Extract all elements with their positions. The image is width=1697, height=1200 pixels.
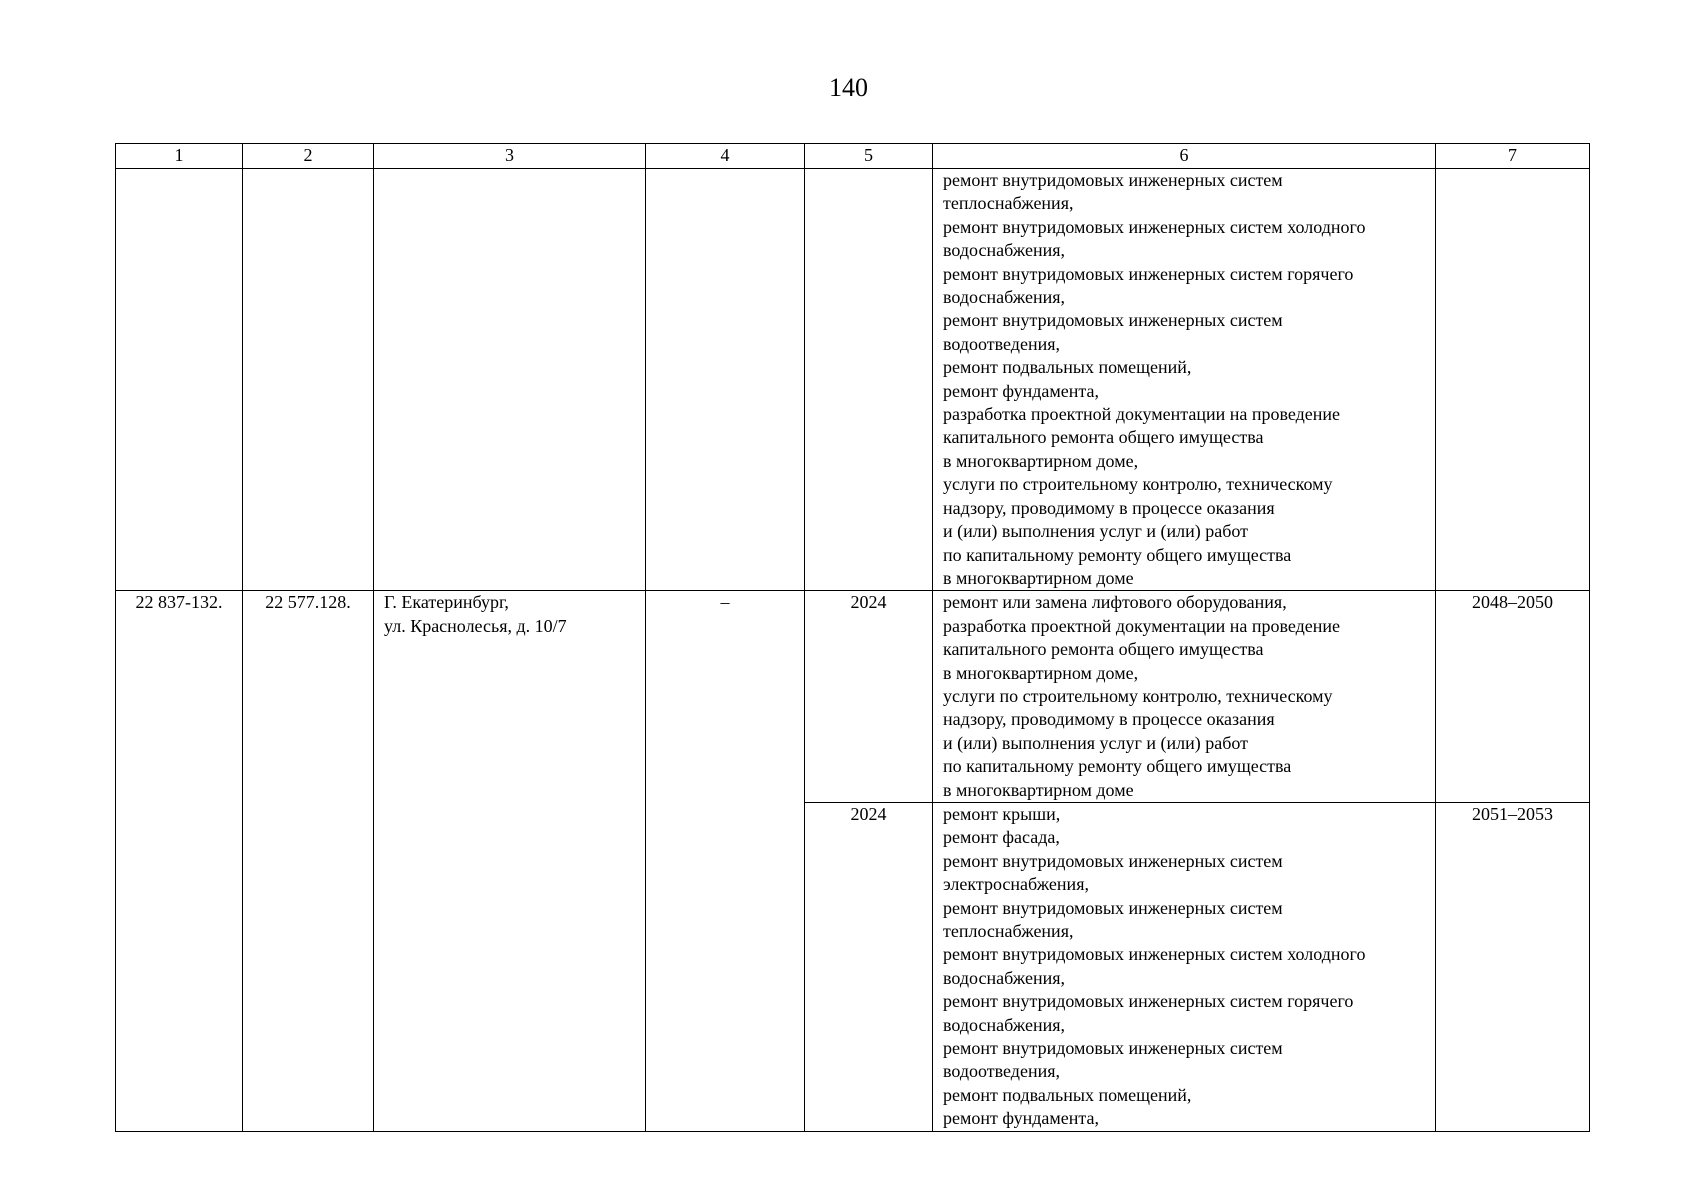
work-line: и (или) выполнения услуг и (или) работ	[943, 521, 1249, 542]
work-line: надзору, проводимому в процессе оказания	[943, 497, 1275, 518]
work-line: ремонт внутридомовых инженерных систем горячего	[943, 263, 1354, 284]
cell-empty	[646, 169, 805, 591]
work-line: водоотведения,	[943, 333, 1060, 354]
work-line: и (или) выполнения услуг и (или) работ	[943, 732, 1249, 753]
works-list	[933, 169, 1436, 591]
record-number-cell: 22 837-132.	[116, 591, 243, 1131]
work-line: ремонт подвальных помещений,	[943, 357, 1192, 378]
works-list	[933, 802, 1436, 1131]
cell-empty	[374, 169, 646, 591]
works-list	[933, 591, 1436, 803]
work-line: ремонт внутридомовых инженерных систем	[943, 897, 1283, 918]
work-line: разработка проектной документации на проведение	[943, 615, 1341, 636]
cell-empty	[1436, 169, 1590, 591]
work-line: по капитальному ремонту общего имущества	[943, 756, 1292, 777]
column-header-6: 6	[933, 144, 1436, 169]
table-row	[116, 591, 1590, 803]
work-line: водоотведения,	[943, 1061, 1060, 1082]
column-header-3: 3	[374, 144, 646, 169]
work-line: разработка проектной документации на проведение	[943, 404, 1341, 425]
column-header-5: 5	[805, 144, 933, 169]
work-line: ремонт внутридомовых инженерных систем	[943, 1038, 1283, 1059]
work-line: капитального ремонта общего имущества	[943, 427, 1264, 448]
work-line: водоснабжения,	[943, 287, 1066, 308]
page-number: 140	[829, 73, 868, 102]
work-line: ремонт крыши,	[943, 803, 1061, 824]
continuation-row	[116, 169, 1590, 591]
work-line: ремонт подвальных помещений,	[943, 1084, 1192, 1105]
work-line: услуги по строительному контролю, техническому	[943, 685, 1333, 706]
house-number-cell: 22 577.128.	[243, 591, 374, 1131]
work-line: ремонт или замена лифтового оборудования,	[943, 592, 1287, 613]
column-header-1: 1	[116, 144, 243, 169]
work-line: ремонт внутридомовых инженерных систем горячего	[943, 991, 1354, 1012]
work-line: ремонт внутридомовых инженерных систем холодного	[943, 944, 1366, 965]
cell-empty	[805, 169, 933, 591]
cell-empty	[116, 169, 243, 591]
work-line: ремонт внутридомовых инженерных систем	[943, 310, 1283, 331]
address-cell	[374, 591, 646, 1131]
work-line: водоснабжения,	[943, 1014, 1066, 1035]
work-line: ремонт внутридомовых инженерных систем	[943, 170, 1283, 190]
work-line: электроснабжения,	[943, 874, 1089, 895]
work-line: ремонт фундамента,	[943, 380, 1099, 401]
work-line: водоснабжения,	[943, 967, 1066, 988]
column-4-cell: –	[646, 591, 805, 1131]
work-schedule-table	[115, 143, 1590, 1132]
column-header-2: 2	[243, 144, 374, 169]
column-number-row	[116, 144, 1590, 169]
cell-empty	[243, 169, 374, 591]
work-line: надзору, проводимому в процессе оказания	[943, 709, 1275, 730]
work-line: водоснабжения,	[943, 240, 1066, 261]
work-line: услуги по строительному контролю, техническому	[943, 474, 1333, 495]
work-line: в многоквартирном доме	[943, 567, 1134, 588]
work-line: капитального ремонта общего имущества	[943, 639, 1264, 660]
period-cell: 2048–2050	[1436, 591, 1590, 803]
period-cell: 2051–2053	[1436, 802, 1590, 1131]
column-header-7: 7	[1436, 144, 1590, 169]
work-line: теплоснабжения,	[943, 921, 1074, 941]
work-line: ремонт фундамента,	[943, 1108, 1099, 1129]
work-line: в многоквартирном доме,	[943, 450, 1139, 471]
work-line: ремонт внутридомовых инженерных систем холодного	[943, 216, 1366, 237]
work-line: в многоквартирном доме,	[943, 662, 1139, 683]
work-line: в многоквартирном доме	[943, 779, 1134, 800]
column-header-4: 4	[646, 144, 805, 169]
address-line: ул. Краснолесья, д. 10/7	[384, 615, 567, 636]
year-cell: 2024	[805, 802, 933, 1131]
work-line: по капитальному ремонту общего имущества	[943, 544, 1292, 565]
work-line: ремонт внутридомовых инженерных систем	[943, 850, 1283, 871]
work-line: теплоснабжения,	[943, 193, 1074, 214]
address-line: Г. Екатеринбург,	[384, 592, 509, 613]
work-line: ремонт фасада,	[943, 827, 1060, 848]
year-cell: 2024	[805, 591, 933, 803]
